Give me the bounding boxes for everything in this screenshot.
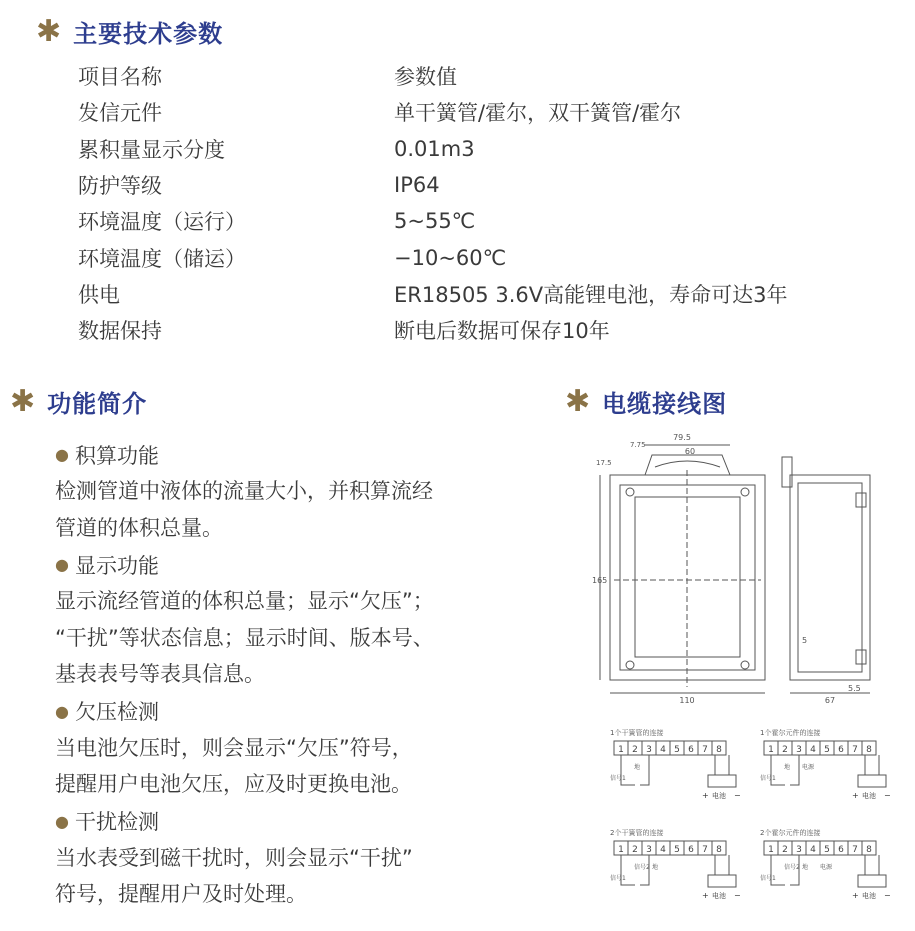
- spec-name: 数据保持: [78, 319, 162, 344]
- terminal-number: 3: [796, 745, 802, 755]
- spec-value: 断电后数据可保存10年: [394, 319, 610, 344]
- feature-title: 干扰检测: [74, 810, 159, 834]
- battery-symbol: [708, 775, 736, 787]
- dim-label: 165: [592, 576, 608, 585]
- diagram-heading-title: 电缆接线图: [602, 390, 728, 418]
- screw-icon: [741, 661, 749, 669]
- wire-label: 地: [652, 864, 659, 871]
- spec-row: [78, 167, 787, 203]
- battery-label: 电池: [712, 892, 726, 900]
- spec-row: [78, 94, 787, 130]
- spec-heading: [36, 14, 223, 49]
- spec-value: 5~55℃: [394, 209, 476, 234]
- wiring-caption: 2个霍尔元件的连接: [760, 829, 821, 837]
- terminal-number: 3: [796, 845, 802, 855]
- minus-sign: −: [884, 891, 891, 900]
- terminal-number: 5: [824, 745, 830, 755]
- dim-label: 5: [802, 636, 808, 645]
- battery-label: 电池: [712, 792, 726, 800]
- spec-value: IP64: [394, 173, 440, 198]
- feature-item: [55, 436, 525, 546]
- feature-title: 欠压检测: [74, 700, 159, 724]
- dim-label: 17.5: [596, 459, 612, 467]
- side-outline: [790, 475, 870, 680]
- feature-item: [55, 803, 525, 913]
- spec-value: 0.01m3: [394, 136, 475, 161]
- wire-label: 地: [784, 764, 791, 771]
- terminal-number: 8: [866, 845, 872, 855]
- bullet-icon: ●: [55, 701, 69, 721]
- terminal-number: 2: [782, 745, 788, 755]
- terminal-number: 3: [646, 845, 652, 855]
- spec-row: [78, 276, 787, 312]
- spec-row: [78, 239, 787, 275]
- terminal-number: 7: [702, 845, 708, 855]
- spec-name: 供电: [78, 282, 120, 307]
- feature-title: 显示功能: [74, 553, 159, 578]
- screw-icon: [626, 661, 634, 669]
- feature-title: 积算功能: [74, 443, 159, 468]
- dim-label: 110: [679, 696, 695, 705]
- wire: [715, 755, 729, 775]
- asterisk-icon: ✱: [565, 383, 591, 419]
- spec-name: 环境温度（储运）: [78, 246, 246, 271]
- wiring-caption: 2个干簧管的连接: [610, 829, 664, 837]
- side-inner: [798, 483, 862, 672]
- top-tab-curve: [655, 461, 720, 467]
- feature-desc: 显示流经管道的体积总量；显示“欠压”； “干扰”等状态信息；显示时间、版本号、 基表表号等表具信息。: [55, 589, 434, 686]
- spec-name: 累积量显示分度: [78, 137, 225, 162]
- wire-label: 信号1: [760, 875, 776, 882]
- feature-item: [55, 693, 525, 803]
- wire: [865, 755, 879, 775]
- bullet-icon: ●: [55, 445, 69, 464]
- cable-diagram: [590, 425, 895, 925]
- terminal-number: 5: [824, 845, 830, 855]
- function-heading-title: 功能简介: [47, 390, 148, 418]
- feature-title-row: [55, 436, 525, 473]
- terminal-number: 1: [768, 745, 774, 755]
- terminal-number: 4: [810, 845, 816, 855]
- wire-label: 信号2: [634, 864, 650, 871]
- wiring-diagrams: [610, 728, 891, 900]
- terminal-number: 1: [618, 845, 624, 855]
- spec-header-name: 项目名称: [78, 65, 162, 90]
- wire-label: 信号1: [610, 875, 626, 882]
- wire-label: 地: [802, 864, 809, 871]
- wire-label: 电源: [820, 864, 833, 871]
- spec-name: 环境温度（运行）: [78, 210, 246, 235]
- terminal-number: 7: [852, 745, 858, 755]
- spec-value: −10~60℃: [394, 245, 507, 270]
- spec-name: 防护等级: [78, 174, 162, 199]
- cable-diagram-svg: [590, 425, 895, 925]
- dim-label: 5.5: [848, 684, 861, 693]
- diagram-heading: [565, 384, 727, 419]
- plus-sign: +: [702, 891, 709, 900]
- wire: [715, 855, 729, 875]
- function-heading: [10, 384, 147, 419]
- battery-symbol: [858, 775, 886, 787]
- feature-title-row: [55, 803, 525, 840]
- screw-icon: [626, 488, 634, 496]
- feature-desc: 检测管道中液体的流量大小，并积算流经 管道的体积总量。: [55, 479, 433, 540]
- spec-heading-title: 主要技术参数: [73, 20, 224, 48]
- wire-label: 地: [634, 764, 641, 771]
- minus-sign: −: [734, 791, 741, 800]
- terminal-number: 2: [782, 845, 788, 855]
- terminal-number: 2: [632, 745, 638, 755]
- wire-label: 信号2: [784, 864, 800, 871]
- terminal-number: 4: [660, 745, 666, 755]
- feature-desc: 当水表受到磁干扰时，则会显示“干扰” 符号，提醒用户及时处理。: [55, 845, 413, 906]
- minus-sign: −: [884, 791, 891, 800]
- terminal-number: 6: [688, 845, 694, 855]
- terminal-number: 6: [688, 745, 694, 755]
- asterisk-icon: ✱: [10, 383, 36, 419]
- side-clip: [856, 493, 866, 507]
- spec-header-value: 参数值: [394, 65, 457, 90]
- wire: [865, 855, 879, 875]
- spec-row: [78, 131, 787, 167]
- wire: [640, 755, 649, 785]
- plus-sign: +: [852, 791, 859, 800]
- wire-label: 电源: [802, 764, 815, 771]
- spec-row: [78, 312, 787, 348]
- battery-label: 电池: [862, 892, 876, 900]
- feature-desc: 当电池欠压时，则会显示“欠压”符号， 提醒用户电池欠压，应及时更换电池。: [55, 735, 413, 796]
- spec-header-row: [78, 58, 787, 94]
- terminal-number: 6: [838, 845, 844, 855]
- terminal-number: 8: [716, 845, 722, 855]
- spec-row: [78, 203, 787, 239]
- terminal-number: 6: [838, 745, 844, 755]
- side-clip: [856, 650, 866, 664]
- front-outline: [610, 475, 765, 680]
- battery-symbol: [858, 875, 886, 887]
- terminal-number: 7: [852, 845, 858, 855]
- asterisk-icon: ✱: [36, 13, 62, 49]
- minus-sign: −: [734, 891, 741, 900]
- terminal-number: 2: [632, 845, 638, 855]
- battery-symbol: [708, 875, 736, 887]
- terminal-number: 4: [660, 845, 666, 855]
- terminal-number: 5: [674, 845, 680, 855]
- spec-value: 单干簧管/霍尔，双干簧管/霍尔: [394, 101, 682, 126]
- wire-label: 信号1: [610, 775, 626, 782]
- spec-table: [78, 58, 787, 348]
- feature-item: [55, 546, 525, 693]
- feature-title-row: [55, 546, 525, 583]
- dim-label: 7.75: [630, 441, 646, 449]
- wire-label: 信号1: [760, 775, 776, 782]
- terminal-number: 5: [674, 745, 680, 755]
- terminal-number: 4: [810, 745, 816, 755]
- screw-icon: [741, 488, 749, 496]
- spec-name: 发信元件: [78, 101, 162, 126]
- bullet-icon: ●: [55, 811, 69, 831]
- wiring-caption: 1个霍尔元件的连接: [760, 729, 821, 737]
- dim-label: 67: [824, 696, 836, 705]
- terminal-number: 1: [618, 745, 624, 755]
- feature-list: [55, 436, 525, 913]
- plus-sign: +: [852, 891, 859, 900]
- dim-label: 60: [684, 447, 696, 456]
- spec-value: ER18505 3.6V高能锂电池，寿命可达3年: [394, 282, 788, 307]
- dim-label: 79.5: [673, 433, 691, 442]
- feature-title-row: [55, 693, 525, 730]
- plus-sign: +: [702, 791, 709, 800]
- wiring-caption: 1个干簧管的连接: [610, 729, 664, 737]
- battery-label: 电池: [862, 792, 876, 800]
- terminal-number: 7: [702, 745, 708, 755]
- terminal-number: 1: [768, 845, 774, 855]
- bullet-icon: ●: [55, 555, 69, 574]
- terminal-number: 8: [866, 745, 872, 755]
- terminal-number: 3: [646, 745, 652, 755]
- terminal-number: 8: [716, 745, 722, 755]
- wire: [790, 755, 799, 785]
